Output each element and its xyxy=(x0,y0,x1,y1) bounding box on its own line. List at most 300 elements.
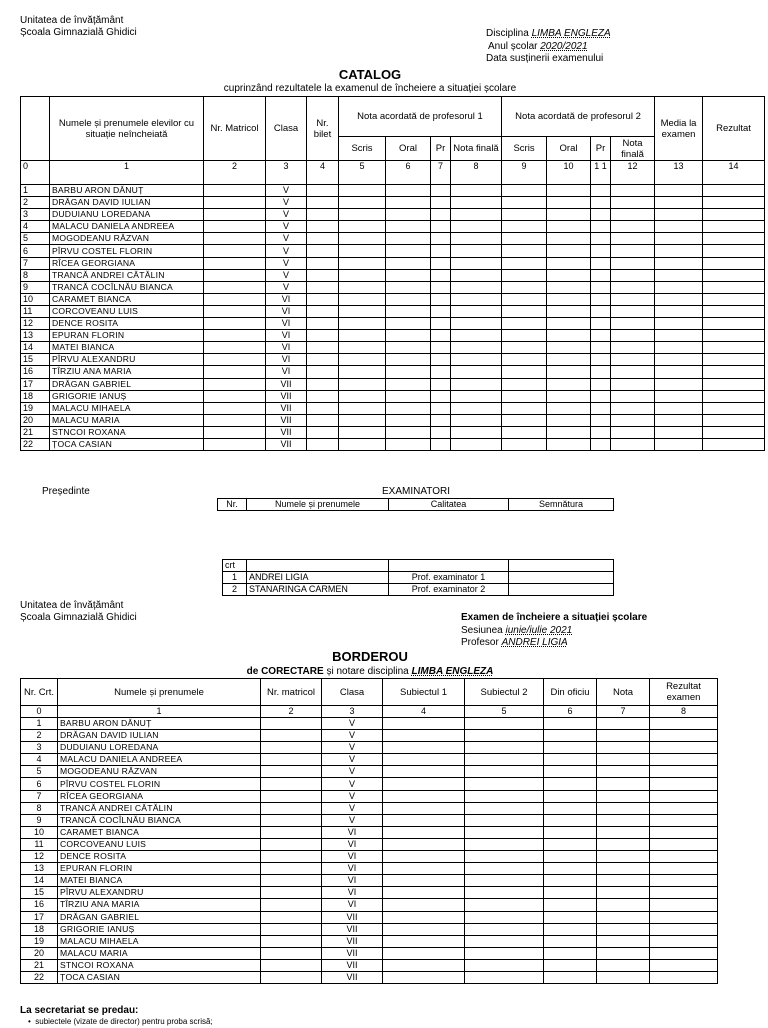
grade-cell xyxy=(465,826,544,838)
student-matricol xyxy=(204,402,266,414)
student-nr: 17 xyxy=(21,911,58,923)
student-matricol xyxy=(261,790,322,802)
grade-cell xyxy=(655,293,703,305)
student-clasa: V xyxy=(266,197,307,209)
president-label: Președinte xyxy=(42,486,90,497)
student-clasa: VII xyxy=(322,959,383,971)
student-clasa: VI xyxy=(322,899,383,911)
grade-cell xyxy=(547,305,591,317)
grade-cell xyxy=(544,851,597,863)
grade-cell xyxy=(431,233,451,245)
student-nr: 4 xyxy=(21,221,50,233)
grade-cell xyxy=(544,971,597,983)
student-nr: 22 xyxy=(21,971,58,983)
grade-cell xyxy=(307,378,339,390)
student-clasa: V xyxy=(322,790,383,802)
student-clasa: V xyxy=(266,209,307,221)
student-nr: 11 xyxy=(21,305,50,317)
grade-cell xyxy=(597,971,650,983)
student-name: DENCE ROSITA xyxy=(58,851,261,863)
student-matricol xyxy=(261,875,322,887)
grade-cell xyxy=(655,197,703,209)
grade-cell xyxy=(547,366,591,378)
grade-cell xyxy=(307,257,339,269)
student-matricol xyxy=(204,354,266,366)
grade-cell xyxy=(307,293,339,305)
student-matricol xyxy=(204,366,266,378)
student-matricol xyxy=(204,414,266,426)
grade-cell xyxy=(386,221,431,233)
grade-cell xyxy=(339,305,386,317)
grade-cell xyxy=(597,851,650,863)
student-matricol xyxy=(204,269,266,281)
grade-cell xyxy=(383,899,465,911)
grade-cell xyxy=(465,851,544,863)
student-nr: 8 xyxy=(21,269,50,281)
grade-cell xyxy=(431,245,451,257)
grade-cell xyxy=(502,269,547,281)
grade-cell xyxy=(544,742,597,754)
student-clasa: V xyxy=(322,718,383,730)
grade-cell xyxy=(383,718,465,730)
grade-cell xyxy=(386,354,431,366)
grade-cell xyxy=(431,305,451,317)
grade-cell xyxy=(431,197,451,209)
grade-cell xyxy=(591,366,611,378)
borderou-col-nota: Nota xyxy=(597,679,650,706)
grade-cell xyxy=(655,366,703,378)
grade-cell xyxy=(650,959,718,971)
col-number: 1 xyxy=(50,161,204,185)
grade-cell xyxy=(597,911,650,923)
grade-cell xyxy=(544,863,597,875)
student-matricol xyxy=(261,778,322,790)
grade-cell xyxy=(544,790,597,802)
grade-cell xyxy=(307,354,339,366)
grade-cell xyxy=(544,766,597,778)
student-matricol xyxy=(204,426,266,438)
grade-cell xyxy=(544,814,597,826)
student-matricol xyxy=(261,935,322,947)
grade-cell xyxy=(386,305,431,317)
grade-cell xyxy=(597,838,650,850)
student-nr: 12 xyxy=(21,851,58,863)
grade-cell xyxy=(591,305,611,317)
student-name: BARBU ARON DĂNUȚ xyxy=(50,185,204,197)
catalog-col-matricol: Nr. Matricol xyxy=(204,97,266,161)
grade-cell xyxy=(547,378,591,390)
grade-cell xyxy=(655,342,703,354)
grade-cell xyxy=(307,402,339,414)
student-name: GRIGORIE IANUȘ xyxy=(58,923,261,935)
catalog-row xyxy=(21,402,765,414)
grade-cell xyxy=(386,233,431,245)
grade-cell xyxy=(451,426,502,438)
student-matricol xyxy=(261,911,322,923)
student-matricol xyxy=(261,887,322,899)
grade-cell xyxy=(383,971,465,983)
grade-cell xyxy=(465,899,544,911)
grade-cell xyxy=(451,354,502,366)
grade-cell xyxy=(591,330,611,342)
grade-cell xyxy=(386,342,431,354)
student-nr: 8 xyxy=(21,802,58,814)
borderou-row xyxy=(21,887,718,899)
grade-cell xyxy=(431,342,451,354)
student-name: STNCOI ROXANA xyxy=(58,959,261,971)
discipline-line xyxy=(486,28,611,40)
grade-cell xyxy=(451,221,502,233)
grade-cell xyxy=(431,269,451,281)
grade-cell xyxy=(465,814,544,826)
student-name: MOGODEANU RĂZVAN xyxy=(50,233,204,245)
col-number: 7 xyxy=(597,706,650,718)
grade-cell xyxy=(597,790,650,802)
catalog-row xyxy=(21,426,765,438)
grade-cell xyxy=(383,923,465,935)
student-matricol xyxy=(261,899,322,911)
student-name: TÎRZIU ANA MARIA xyxy=(50,366,204,378)
grade-cell xyxy=(431,221,451,233)
grade-cell xyxy=(655,378,703,390)
catalog-row xyxy=(21,209,765,221)
grade-cell xyxy=(597,742,650,754)
borderou-table xyxy=(20,678,718,984)
school-name: Școala Gimnazială Ghidici xyxy=(20,27,137,38)
grade-cell xyxy=(339,269,386,281)
col-number: 4 xyxy=(307,161,339,185)
student-name: PÎRVU ALEXANDRU xyxy=(50,354,204,366)
student-name: MALACU DANIELA ANDREEA xyxy=(50,221,204,233)
student-name: DRĂGAN DAVID IULIAN xyxy=(58,730,261,742)
grade-cell xyxy=(386,269,431,281)
grade-cell xyxy=(591,293,611,305)
school-name-2: Școala Gimnazială Ghidici xyxy=(20,612,137,623)
grade-cell xyxy=(655,221,703,233)
student-name: MALACU MARIA xyxy=(58,947,261,959)
borderou-row xyxy=(21,826,718,838)
grade-cell xyxy=(591,318,611,330)
grade-cell xyxy=(339,197,386,209)
grade-cell xyxy=(339,209,386,221)
grade-cell xyxy=(591,185,611,197)
catalog-row xyxy=(21,197,765,209)
grade-cell xyxy=(383,730,465,742)
student-matricol xyxy=(261,971,322,983)
grade-cell xyxy=(502,233,547,245)
grade-cell xyxy=(451,438,502,450)
grade-cell xyxy=(383,863,465,875)
grade-cell xyxy=(650,742,718,754)
grade-cell xyxy=(451,390,502,402)
student-nr: 3 xyxy=(21,742,58,754)
grade-cell xyxy=(703,318,765,330)
grade-cell xyxy=(451,330,502,342)
student-name: PÎRVU COSTEL FLORIN xyxy=(58,778,261,790)
col-number: 9 xyxy=(502,161,547,185)
col-number: 10 xyxy=(547,161,591,185)
grade-cell xyxy=(431,366,451,378)
col-number: 3 xyxy=(266,161,307,185)
student-nr: 14 xyxy=(21,342,50,354)
grade-cell xyxy=(502,330,547,342)
grade-cell xyxy=(547,402,591,414)
student-clasa: V xyxy=(266,245,307,257)
grade-cell xyxy=(451,209,502,221)
grade-cell xyxy=(597,730,650,742)
grade-cell xyxy=(451,257,502,269)
session-value: iunie/iulie 2021 xyxy=(505,625,573,636)
grade-cell xyxy=(386,426,431,438)
grade-cell xyxy=(465,790,544,802)
student-clasa: V xyxy=(266,233,307,245)
catalog-row xyxy=(21,390,765,402)
grade-cell xyxy=(383,887,465,899)
student-nr: 9 xyxy=(21,281,50,293)
grade-cell xyxy=(431,378,451,390)
col-number: 5 xyxy=(465,706,544,718)
grade-cell xyxy=(339,426,386,438)
borderou-row xyxy=(21,742,718,754)
grade-cell xyxy=(544,923,597,935)
grade-cell xyxy=(465,875,544,887)
grade-cell xyxy=(465,838,544,850)
col-number: 8 xyxy=(451,161,502,185)
grade-cell xyxy=(386,209,431,221)
grade-cell xyxy=(339,281,386,293)
borderou-sub-mid: și notare disciplina xyxy=(326,666,409,677)
catalog-row xyxy=(21,342,765,354)
grade-cell xyxy=(544,730,597,742)
grade-cell xyxy=(465,959,544,971)
student-nr: 1 xyxy=(21,185,50,197)
col-number: 0 xyxy=(21,706,58,718)
grade-cell xyxy=(650,802,718,814)
grade-cell xyxy=(611,305,655,317)
catalog-subtitle: cuprinzând rezultatele la examenul de încheiere a situației școlare xyxy=(223,83,517,94)
borderou-number-row xyxy=(21,706,718,718)
examiner-nr: 2 xyxy=(223,584,247,596)
grade-cell xyxy=(383,742,465,754)
col-number: 5 xyxy=(339,161,386,185)
grade-cell xyxy=(703,221,765,233)
grade-cell xyxy=(544,935,597,947)
student-matricol xyxy=(261,742,322,754)
grade-cell xyxy=(703,305,765,317)
grade-cell xyxy=(547,414,591,426)
grade-cell xyxy=(451,366,502,378)
grade-cell xyxy=(386,402,431,414)
grade-cell xyxy=(502,354,547,366)
grade-cell xyxy=(339,390,386,402)
catalog-row xyxy=(21,318,765,330)
borderou-col-nr: Nr. Crt. xyxy=(21,679,58,706)
grade-cell xyxy=(465,911,544,923)
student-name: TRANCĂ ANDREI CĂTĂLIN xyxy=(50,269,204,281)
borderou-row xyxy=(21,911,718,923)
examiner-nr: 1 xyxy=(223,572,247,584)
student-nr: 18 xyxy=(21,390,50,402)
grade-cell xyxy=(386,438,431,450)
grade-cell xyxy=(703,426,765,438)
grade-cell xyxy=(383,935,465,947)
grade-cell xyxy=(655,318,703,330)
student-clasa: VI xyxy=(322,863,383,875)
catalog-row xyxy=(21,378,765,390)
student-clasa: VI xyxy=(322,826,383,838)
grade-cell xyxy=(611,269,655,281)
catalog-row xyxy=(21,257,765,269)
col-number: 2 xyxy=(261,706,322,718)
catalog-p2-oral: Oral xyxy=(547,137,591,161)
student-nr: 13 xyxy=(21,330,50,342)
grade-cell xyxy=(703,281,765,293)
grade-cell xyxy=(544,754,597,766)
grade-cell xyxy=(339,318,386,330)
student-name: DUDUIANU LOREDANA xyxy=(58,742,261,754)
student-matricol xyxy=(204,438,266,450)
grade-cell xyxy=(307,342,339,354)
student-clasa: VII xyxy=(266,438,307,450)
catalog-col-prof2: Nota acordată de profesorul 2 xyxy=(502,97,655,137)
grade-cell xyxy=(655,269,703,281)
grade-cell xyxy=(655,426,703,438)
student-name: MALACU MIHAELA xyxy=(50,402,204,414)
grade-cell xyxy=(611,342,655,354)
grade-cell xyxy=(703,269,765,281)
borderou-row xyxy=(21,899,718,911)
student-clasa: V xyxy=(322,730,383,742)
student-nr: 2 xyxy=(21,197,50,209)
grade-cell xyxy=(611,426,655,438)
grade-cell xyxy=(451,293,502,305)
catalog-row xyxy=(21,305,765,317)
grade-cell xyxy=(650,826,718,838)
student-nr: 10 xyxy=(21,293,50,305)
grade-cell xyxy=(339,378,386,390)
grade-cell xyxy=(383,802,465,814)
grade-cell xyxy=(703,366,765,378)
student-name: PÎRVU COSTEL FLORIN xyxy=(50,245,204,257)
col-number: 0 xyxy=(21,161,50,185)
examiner-row xyxy=(223,584,614,596)
grade-cell xyxy=(597,959,650,971)
col-number: 6 xyxy=(544,706,597,718)
grade-cell xyxy=(611,354,655,366)
student-clasa: VII xyxy=(322,923,383,935)
grade-cell xyxy=(544,899,597,911)
grade-cell xyxy=(611,390,655,402)
examiner-signature xyxy=(509,572,614,584)
grade-cell xyxy=(386,366,431,378)
borderou-sub-discipline: LIMBA ENGLEZA xyxy=(411,666,494,677)
student-nr: 19 xyxy=(21,935,58,947)
grade-cell xyxy=(502,342,547,354)
borderou-row xyxy=(21,802,718,814)
examiners-h-name: Numele și prenumele xyxy=(247,499,389,511)
grade-cell xyxy=(650,814,718,826)
student-name: MALACU MARIA xyxy=(50,414,204,426)
student-name: DENCE ROSITA xyxy=(50,318,204,330)
school-unit-label-2: Unitatea de învățământ xyxy=(20,600,124,611)
grade-cell xyxy=(544,778,597,790)
student-nr: 16 xyxy=(21,899,58,911)
grade-cell xyxy=(547,281,591,293)
borderou-row xyxy=(21,959,718,971)
student-clasa: V xyxy=(322,802,383,814)
student-name: DRĂGAN DAVID IULIAN xyxy=(50,197,204,209)
grade-cell xyxy=(547,221,591,233)
student-nr: 6 xyxy=(21,778,58,790)
catalog-body xyxy=(21,185,765,451)
discipline-value: LIMBA ENGLEZA xyxy=(531,28,611,39)
student-nr: 7 xyxy=(21,257,50,269)
catalog-row xyxy=(21,293,765,305)
student-matricol xyxy=(204,390,266,402)
student-clasa: V xyxy=(322,814,383,826)
borderou-row xyxy=(21,863,718,875)
student-name: DRĂGAN GABRIEL xyxy=(58,911,261,923)
grade-cell xyxy=(597,899,650,911)
grade-cell xyxy=(465,718,544,730)
grade-cell xyxy=(655,390,703,402)
student-nr: 4 xyxy=(21,754,58,766)
grade-cell xyxy=(597,887,650,899)
grade-cell xyxy=(611,281,655,293)
student-nr: 6 xyxy=(21,245,50,257)
student-name: DRĂGAN GABRIEL xyxy=(50,378,204,390)
grade-cell xyxy=(547,330,591,342)
teacher-value: ANDREI LIGIA xyxy=(501,637,568,648)
catalog-col-media: Media la examen xyxy=(655,97,703,161)
grade-cell xyxy=(650,778,718,790)
grade-cell xyxy=(544,718,597,730)
grade-cell xyxy=(383,826,465,838)
grade-cell xyxy=(431,318,451,330)
grade-cell xyxy=(655,402,703,414)
grade-cell xyxy=(307,269,339,281)
grade-cell xyxy=(597,935,650,947)
borderou-row xyxy=(21,778,718,790)
student-nr: 21 xyxy=(21,426,50,438)
grade-cell xyxy=(431,281,451,293)
student-clasa: VII xyxy=(322,971,383,983)
grade-cell xyxy=(547,233,591,245)
grade-cell xyxy=(650,971,718,983)
grade-cell xyxy=(307,185,339,197)
borderou-col-s1: Subiectul 1 xyxy=(383,679,465,706)
student-matricol xyxy=(204,305,266,317)
grade-cell xyxy=(386,245,431,257)
grade-cell xyxy=(451,197,502,209)
catalog-col-prof1: Nota acordată de profesorul 1 xyxy=(339,97,502,137)
secretariat-label: La secretariat se predau: xyxy=(20,1005,139,1016)
student-matricol xyxy=(204,221,266,233)
grade-cell xyxy=(597,923,650,935)
student-matricol xyxy=(204,209,266,221)
grade-cell xyxy=(703,402,765,414)
grade-cell xyxy=(465,754,544,766)
student-clasa: VI xyxy=(322,851,383,863)
student-name: MALACU DANIELA ANDREEA xyxy=(58,754,261,766)
grade-cell xyxy=(307,221,339,233)
student-nr: 18 xyxy=(21,923,58,935)
grade-cell xyxy=(650,838,718,850)
grade-cell xyxy=(431,402,451,414)
borderou-row xyxy=(21,875,718,887)
grade-cell xyxy=(465,778,544,790)
grade-cell xyxy=(339,245,386,257)
